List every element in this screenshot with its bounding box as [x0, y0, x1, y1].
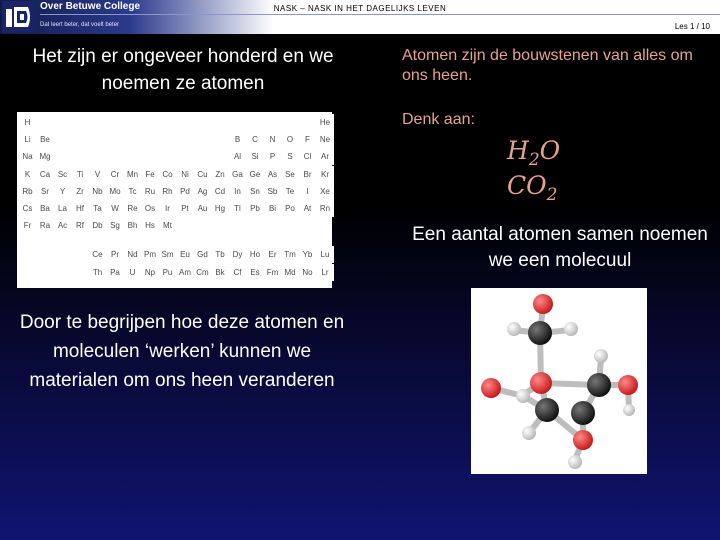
element-tl: Tl	[229, 200, 246, 217]
element-la: La	[54, 200, 71, 217]
element-fr: Fr	[19, 217, 36, 234]
element-sb: Sb	[264, 183, 281, 200]
element-db: Db	[89, 217, 106, 234]
element-rf: Rf	[72, 217, 89, 234]
right-title: Atomen zijn de bouwstenen van alles om ons heen.	[402, 47, 693, 84]
element-ca: Ca	[37, 166, 54, 183]
element-tc: Tc	[124, 183, 141, 200]
element-ru: Ru	[142, 183, 159, 200]
element-ho: Ho	[247, 246, 264, 263]
college-name: Over Betuwe College	[40, 1, 141, 12]
element-hf: Hf	[72, 200, 89, 217]
slide-header	[0, 0, 720, 34]
element-th: Th	[89, 264, 106, 281]
bottom-left-text: Door te begrijpen hoe deze atomen en moleculen ‘werken’ kunnen we materialen om ons heen veranderen	[19, 312, 345, 391]
element-xe: Xe	[317, 183, 334, 200]
element-sg: Sg	[107, 217, 124, 234]
element-se: Se	[282, 166, 299, 183]
element-np: Np	[142, 264, 159, 281]
element-ar: Ar	[317, 148, 334, 165]
element-o: O	[282, 131, 299, 148]
element-es: Es	[247, 264, 264, 281]
element-ac: Ac	[54, 217, 71, 234]
element-bh: Bh	[124, 217, 141, 234]
element-al: Al	[229, 148, 246, 165]
element-k: K	[19, 166, 36, 183]
element-he: He	[317, 114, 334, 131]
element-dy: Dy	[229, 246, 246, 263]
element-u: U	[124, 264, 141, 281]
element-tm: Tm	[282, 246, 299, 263]
element-eu: Eu	[177, 246, 194, 263]
element-w: W	[107, 200, 124, 217]
element-au: Au	[194, 200, 211, 217]
element-md: Md	[282, 264, 299, 281]
element-in: In	[229, 183, 246, 200]
molecule-image	[471, 288, 647, 474]
element-ge: Ge	[247, 166, 264, 183]
element-cu: Cu	[194, 166, 211, 183]
element-rh: Rh	[159, 183, 176, 200]
course-title: NASK – NASK IN HET DAGELIJKS LEVEN	[273, 4, 447, 13]
element-er: Er	[264, 246, 281, 263]
element-no: No	[299, 264, 316, 281]
element-ce: Ce	[89, 246, 106, 263]
element-lu: Lu	[317, 246, 334, 263]
left-title: Het zijn er ongeveer honderd en we noemen ze atomen	[32, 46, 334, 94]
denk-aan-label: Denk aan:	[402, 111, 475, 128]
element-sr: Sr	[37, 183, 54, 200]
element-pa: Pa	[107, 264, 124, 281]
formula-water: $H_2O$	[507, 136, 561, 170]
element-cm: Cm	[194, 264, 211, 281]
element-fm: Fm	[264, 264, 281, 281]
element-am: Am	[177, 264, 194, 281]
element-cr: Cr	[107, 166, 124, 183]
element-pt: Pt	[177, 200, 194, 217]
element-fe: Fe	[142, 166, 159, 183]
element-n: N	[264, 131, 281, 148]
element-bi: Bi	[264, 200, 281, 217]
element-na: Na	[19, 148, 36, 165]
element-p: P	[264, 148, 281, 165]
element-s: S	[282, 148, 299, 165]
element-ir: Ir	[159, 200, 176, 217]
element-rn: Rn	[317, 200, 334, 217]
lesson-number: Les 1 / 10	[674, 22, 710, 31]
element-h: H	[19, 114, 36, 131]
element-zr: Zr	[72, 183, 89, 200]
element-tb: Tb	[212, 246, 229, 263]
element-cf: Cf	[229, 264, 246, 281]
element-zn: Zn	[212, 166, 229, 183]
element-sc: Sc	[54, 166, 71, 183]
element-ti: Ti	[72, 166, 89, 183]
element-v: V	[89, 166, 106, 183]
element-mn: Mn	[124, 166, 141, 183]
element-re: Re	[124, 200, 141, 217]
element-si: Si	[247, 148, 264, 165]
element-hg: Hg	[212, 200, 229, 217]
element-c: C	[247, 131, 264, 148]
element-y: Y	[54, 183, 71, 200]
element-rb: Rb	[19, 183, 36, 200]
periodic-table	[17, 112, 332, 288]
element-f: F	[299, 131, 316, 148]
element-kr: Kr	[317, 166, 334, 183]
element-bk: Bk	[212, 264, 229, 281]
element-ba: Ba	[37, 200, 54, 217]
element-po: Po	[282, 200, 299, 217]
molecule-caption: Een aantal atomen samen noemen we een molecuul	[412, 224, 708, 271]
element-pm: Pm	[142, 246, 159, 263]
element-mg: Mg	[37, 148, 54, 165]
element-br: Br	[299, 166, 316, 183]
element-hs: Hs	[142, 217, 159, 234]
element-cs: Cs	[19, 200, 36, 217]
element-i: I	[299, 183, 316, 200]
formula-co2: $CO_2$	[507, 171, 558, 205]
college-slogan: Dat leert beter, dat voelt beter	[40, 22, 120, 28]
element-pu: Pu	[159, 264, 176, 281]
element-ta: Ta	[89, 200, 106, 217]
element-sn: Sn	[247, 183, 264, 200]
element-pr: Pr	[107, 246, 124, 263]
element-gd: Gd	[194, 246, 211, 263]
element-cl: Cl	[299, 148, 316, 165]
element-li: Li	[19, 131, 36, 148]
element-at: At	[299, 200, 316, 217]
element-te: Te	[282, 183, 299, 200]
element-pd: Pd	[177, 183, 194, 200]
element-ga: Ga	[229, 166, 246, 183]
element-yb: Yb	[299, 246, 316, 263]
element-ni: Ni	[177, 166, 194, 183]
element-mt: Mt	[159, 217, 176, 234]
element-sm: Sm	[159, 246, 176, 263]
element-os: Os	[142, 200, 159, 217]
element-ag: Ag	[194, 183, 211, 200]
element-b: B	[229, 131, 246, 148]
element-as: As	[264, 166, 281, 183]
element-pb: Pb	[247, 200, 264, 217]
header-divider	[40, 14, 720, 15]
element-lr: Lr	[317, 264, 334, 281]
element-co: Co	[159, 166, 176, 183]
element-mo: Mo	[107, 183, 124, 200]
element-nb: Nb	[89, 183, 106, 200]
element-ne: Ne	[317, 131, 334, 148]
element-be: Be	[37, 131, 54, 148]
element-nd: Nd	[124, 246, 141, 263]
element-cd: Cd	[212, 183, 229, 200]
element-ra: Ra	[37, 217, 54, 234]
